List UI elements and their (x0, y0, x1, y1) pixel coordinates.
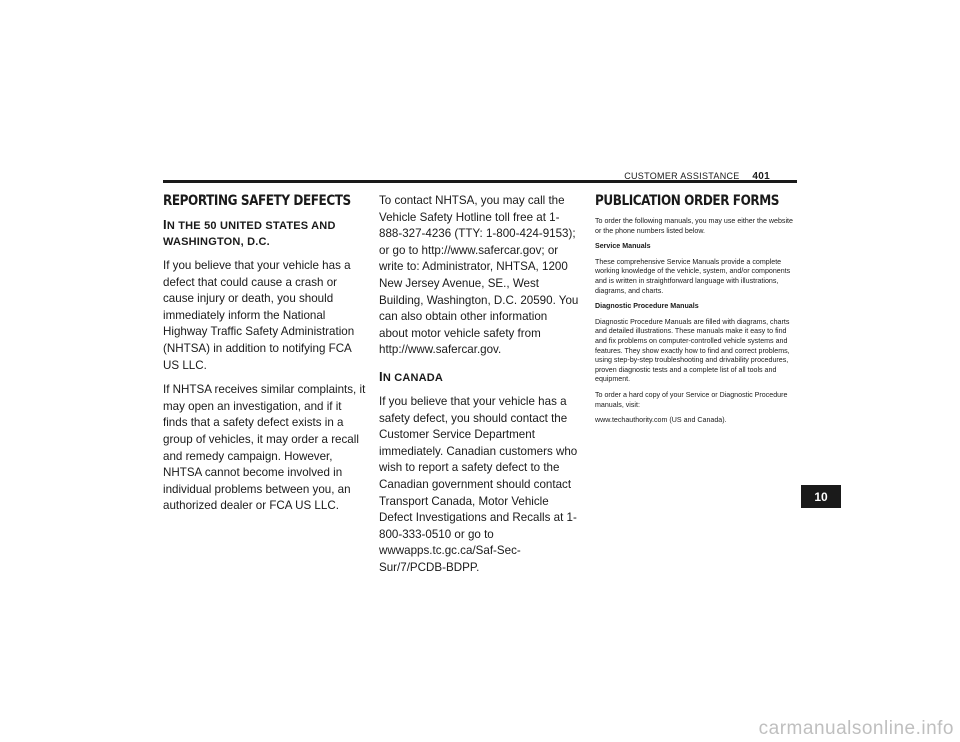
running-header (624, 171, 770, 182)
chapter-tab: 10 (801, 485, 841, 508)
watermark: carmanualsonline.info (758, 718, 954, 739)
publication-order-forms-title: PUBLICATION ORDER FORMS (595, 193, 780, 209)
us-paragraph-3: To contact NHTSA, you may call the Vehicle Safety Hotline toll free at 1-888-327-4236 (TTY: 1-800-424-9153); or go to http://www.safercar.gov; or write to: Administrator, NHTSA, 1200 New Jersey Avenue, SE., West Building, Washington, D.C. 20590. You can also obtain other information about motor vehicle safety from http://www.safercar.gov. (379, 194, 579, 357)
diagnostic-manuals-text: Diagnostic Procedure Manuals are filled with diagrams, charts and detailed illustrations. These manuals make it easy to find and fix problems on computer-controlled vehicle systems and features. They show exactly how to find and correct problems, using step-by-step troubleshooting and drivability procedures, proven diagnostic tests and a complete list of all tools and equipment. (595, 317, 790, 384)
column-3 (595, 193, 800, 432)
reporting-safety-defects-title: REPORTING SAFETY DEFECTS (163, 193, 351, 209)
section-title: CUSTOMER ASSISTANCE (624, 171, 740, 181)
us-paragraph-2: If NHTSA receives similar complaints, it may open an investigation, and if it finds that a safety defect exists in a group of vehicles, it may order a recall and remedy campaign. However, NHTSA cannot become involved in individual problems between you, an authorized dealer or FCA US LLC. (163, 383, 366, 513)
page-number: 401 (752, 171, 770, 182)
website-text: www.techauthority.com (US and Canada). (595, 416, 727, 425)
us-heading: IN THE 50 UNITED STATES AND WASHINGTON, D.C. (163, 217, 336, 248)
column-1 (163, 193, 368, 523)
column-2 (379, 193, 579, 584)
us-paragraph-1: If you believe that your vehicle has a defect that could cause a crash or cause injury or death, you should immediately inform the National Highway Traffic Safety Administration (NHTSA) in addition to notifying FCA US LLC. (163, 259, 355, 372)
order-instructions: To order a hard copy of your Service or Diagnostic Procedure manuals, visit: (595, 390, 788, 409)
service-manuals-heading: Service Manuals (595, 242, 651, 251)
canada-paragraph: If you believe that your vehicle has a safety defect, you should contact the Customer Service Department immediately. Canadian customers who wish to report a safety defect to the Canadian government should contact Transport Canada, Motor Vehicle Defect Investigations and Recalls at 1-800-333-0510 or go to wwwapps.tc.gc.ca/Saf-Sec-Sur/7/PCDB-BDPP. (379, 394, 578, 574)
service-manuals-text: These comprehensive Service Manuals provide a complete working knowledge of the vehicle, system, and/or components and is written in straightforward language with illustrations, diagrams, and charts. (595, 257, 791, 295)
publication-intro: To order the following manuals, you may use either the website or the phone numbers listed below. (595, 217, 793, 235)
diagnostic-manuals-heading: Diagnostic Procedure Manuals (595, 302, 699, 311)
canada-heading: IN CANADA (379, 368, 444, 384)
